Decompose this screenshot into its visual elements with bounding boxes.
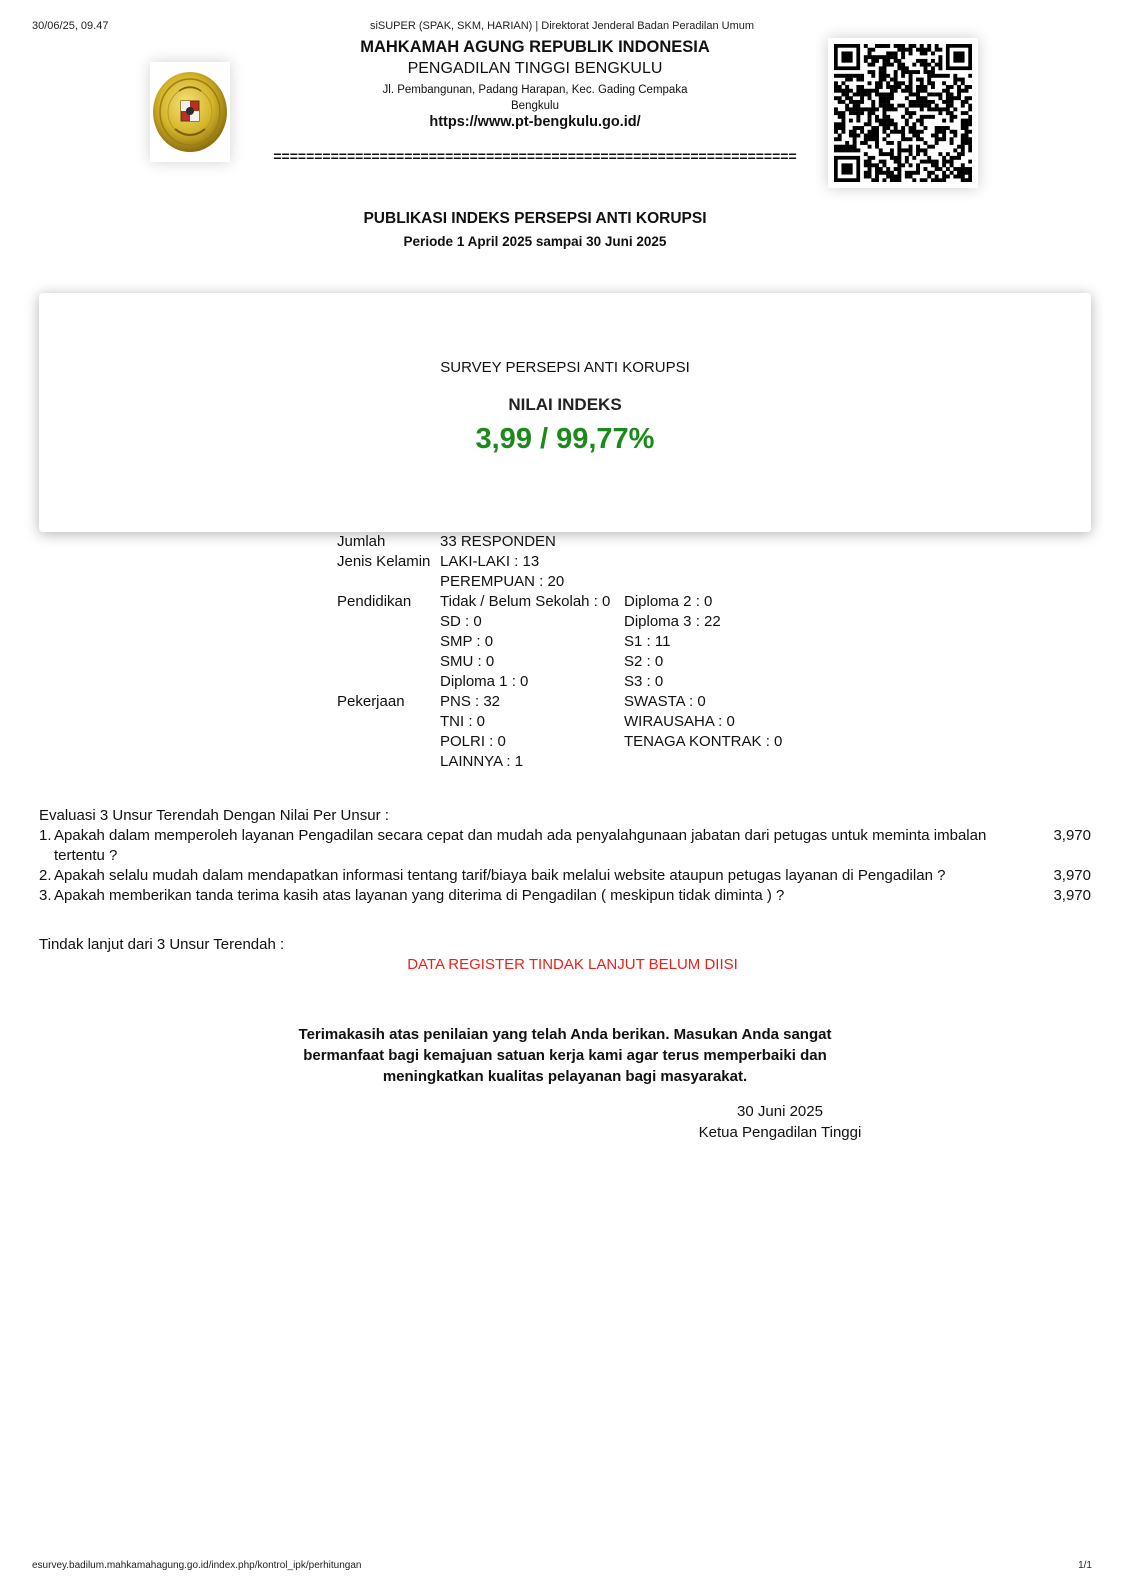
evaluation-item [39,826,1091,866]
stats-label: Jenis Kelamin [337,553,431,570]
stats-value: LAKI-LAKI : 13 [440,553,540,570]
index-value: 3,99 / 99,77% [475,423,655,455]
thanks-message [270,1024,860,1087]
stats-row [337,572,857,592]
stats-row [337,732,857,752]
stats-value: SMP : 0 [440,633,494,650]
print-datetime: 30/06/25, 09.47 [32,20,109,32]
court-name: PENGADILAN TINGGI BENGKULU [407,60,663,77]
stats-value: SWASTA : 0 [624,693,706,710]
stats-value: TENAGA KONTRAK : 0 [624,733,783,750]
thanks-line: Terimakasih atas penilaian yang telah Anda berikan. Masukan Anda sangat [298,1026,832,1043]
court-address [250,82,820,114]
publication-period: Periode 1 April 2025 sampai 30 Juni 2025 [403,234,667,249]
evaluation-score: 3,970 [1053,827,1091,844]
index-label: NILAI INDEKS [508,395,622,414]
evaluation-section [39,806,1091,906]
evaluation-question: Apakah dalam memperoleh layanan Pengadilan secara cepat dan mudah ada penyalahgunaan jabatan dari petugas untuk meminta imbalan tertentu ? [54,827,987,864]
followup-heading: Tindak lanjut dari 3 Unsur Terendah : [39,936,285,953]
evaluation-number: 3. [39,887,52,904]
evaluation-heading: Evaluasi 3 Unsur Terendah Dengan Nilai Per Unsur : [39,807,389,824]
thanks-line: meningkatkan kualitas pelayanan bagi masyarakat. [382,1068,748,1085]
address-line: Bengkulu [511,100,559,112]
stats-value: Diploma 1 : 0 [440,673,529,690]
institution-name: MAHKAMAH AGUNG REPUBLIK INDONESIA [360,38,710,56]
stats-row [337,552,857,572]
stats-value: LAINNYA : 1 [440,753,524,770]
address-line: Jl. Pembangunan, Padang Harapan, Kec. Gading Cempaka [382,84,688,96]
stats-value: SD : 0 [440,613,482,630]
court-website: https://www.pt-bengkulu.go.id/ [429,114,641,130]
qr-code [828,38,978,188]
stats-row [337,712,857,732]
stats-label: Jumlah [337,533,386,550]
stats-label: Pendidikan [337,593,412,610]
qr-code-graphic [834,44,972,182]
stats-value: TNI : 0 [440,713,486,730]
stats-value: S2 : 0 [624,653,664,670]
stats-value: SMU : 0 [440,653,495,670]
print-url: esurvey.badilum.mahkamahagung.go.id/index.php/kontrol_ipk/perhitungan [32,1560,362,1571]
index-card [39,293,1091,532]
stats-value: Diploma 2 : 0 [624,593,713,610]
followup-status: DATA REGISTER TINDAK LANJUT BELUM DIISI [407,956,738,973]
evaluation-score: 3,970 [1053,887,1091,904]
stats-row [337,692,857,712]
stats-value: PEREMPUAN : 20 [440,573,565,590]
publication-title: PUBLIKASI INDEKS PERSEPSI ANTI KORUPSI [363,210,707,227]
respondent-stats [337,532,857,772]
stats-value: Tidak / Belum Sekolah : 0 [440,593,611,610]
signature-date: 30 Juni 2025 [737,1103,823,1120]
stats-value: PNS : 32 [440,693,501,710]
stats-label: Pekerjaan [337,693,405,710]
print-page-title: siSUPER (SPAK, SKM, HARIAN) | Direktorat Jenderal Badan Peradilan Umum [369,20,755,32]
stats-row [337,612,857,632]
evaluation-item [39,886,1091,906]
stats-row [337,592,857,612]
court-emblem-logo [150,62,230,162]
evaluation-score: 3,970 [1053,867,1091,884]
thanks-line: bermanfaat bagi kemajuan satuan kerja kami agar terus memperbaiki dan [303,1047,827,1064]
stats-value: 33 RESPONDEN [440,533,556,550]
stats-value: S3 : 0 [624,673,664,690]
evaluation-question: Apakah memberikan tanda terima kasih atas layanan yang diterima di Pengadilan ( meskipun tidak diminta ) ? [54,887,785,904]
letterhead-divider: ================================================================ [273,148,797,164]
stats-row [337,752,857,772]
evaluation-number: 1. [39,827,52,844]
evaluation-question: Apakah selalu mudah dalam mendapatkan informasi tentang tarif/biaya baik melalui website ataupun petugas layanan di Pengadilan ? [54,867,946,884]
survey-name: SURVEY PERSEPSI ANTI KORUPSI [440,359,690,376]
evaluation-item [39,866,1091,886]
stats-row [337,652,857,672]
stats-value: WIRAUSAHA : 0 [624,713,735,730]
stats-value: Diploma 3 : 22 [624,613,721,630]
stats-row [337,532,857,552]
print-page-number: 1/1 [1078,1560,1092,1571]
stats-row [337,632,857,652]
signature-role: Ketua Pengadilan Tinggi [698,1124,862,1141]
evaluation-number: 2. [39,867,52,884]
stats-value: POLRI : 0 [440,733,506,750]
stats-row [337,672,857,692]
stats-value: S1 : 11 [624,633,671,650]
